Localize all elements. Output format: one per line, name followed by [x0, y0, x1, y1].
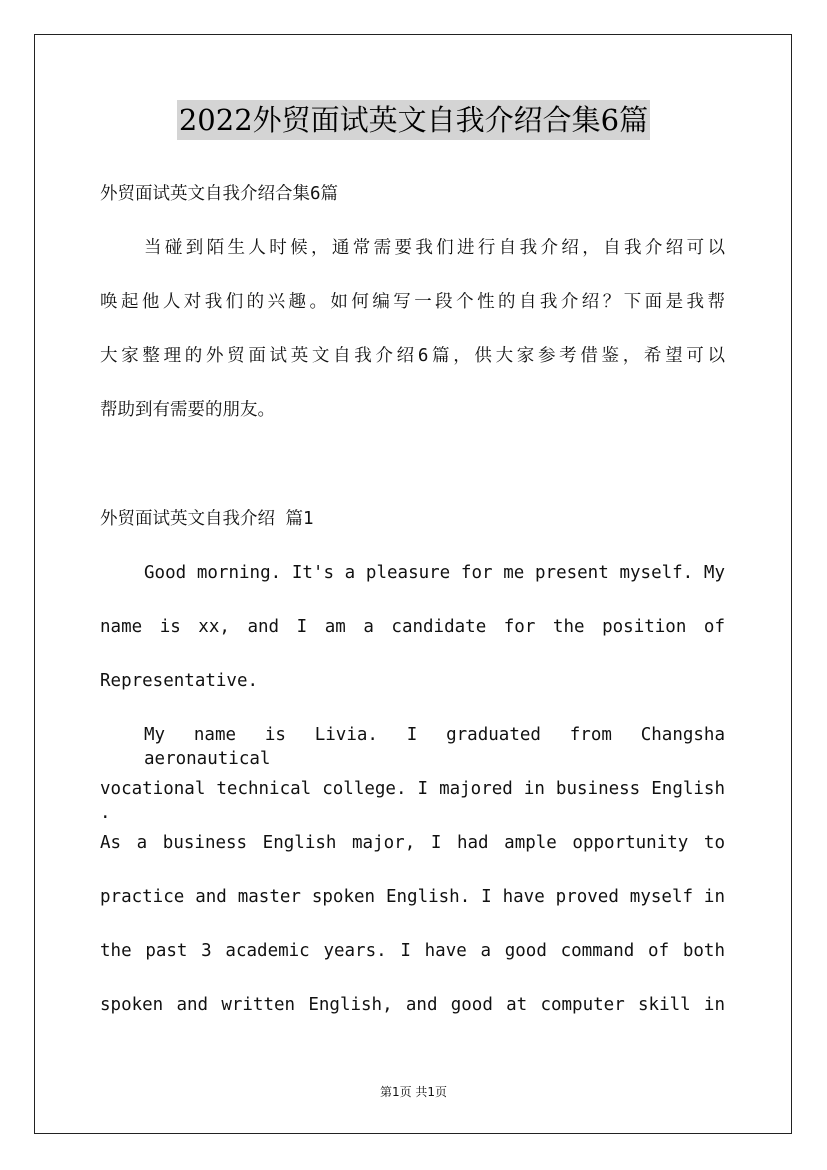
- para2-line-6: spoken and written English, and good at computer skill in: [100, 995, 725, 1015]
- para1-line-2: name is xx, and I am a candidate for the position of: [100, 617, 725, 637]
- para1-line-3: Representative.: [100, 671, 259, 691]
- subtitle: 外贸面试英文自我介绍合集6篇: [100, 184, 339, 204]
- para2-line-2: vocational technical college. I majored in business English .: [100, 779, 725, 823]
- intro-line-1: 当碰到陌生人时候，通常需要我们进行自我介绍，自我介绍可以: [144, 238, 725, 258]
- para2-line-5: the past 3 academic years. I have a good command of both: [100, 941, 725, 961]
- section-heading: 外贸面试英文自我介绍 篇1: [100, 509, 314, 529]
- intro-line-3: 大家整理的外贸面试英文自我介绍6篇，供大家参考借鉴，希望可以: [100, 346, 725, 366]
- para2-line-1: My name is Livia. I graduated from Changsha aeronautical: [144, 725, 725, 769]
- page-footer: 第1页 共1页: [379, 1085, 448, 1099]
- intro-line-2: 唤起他人对我们的兴趣。如何编写一段个性的自我介绍？下面是我帮: [100, 292, 725, 312]
- intro-line-4: 帮助到有需要的朋友。: [100, 400, 275, 420]
- document-title: 2022外贸面试英文自我介绍合集6篇: [177, 100, 650, 140]
- para2-line-3: As a business English major, I had ample opportunity to: [100, 833, 725, 853]
- para1-line-1: Good morning. It's a pleasure for me present myself. My: [144, 563, 725, 583]
- para2-line-4: practice and master spoken English. I have proved myself in: [100, 887, 725, 907]
- title-wrap: [0, 100, 827, 140]
